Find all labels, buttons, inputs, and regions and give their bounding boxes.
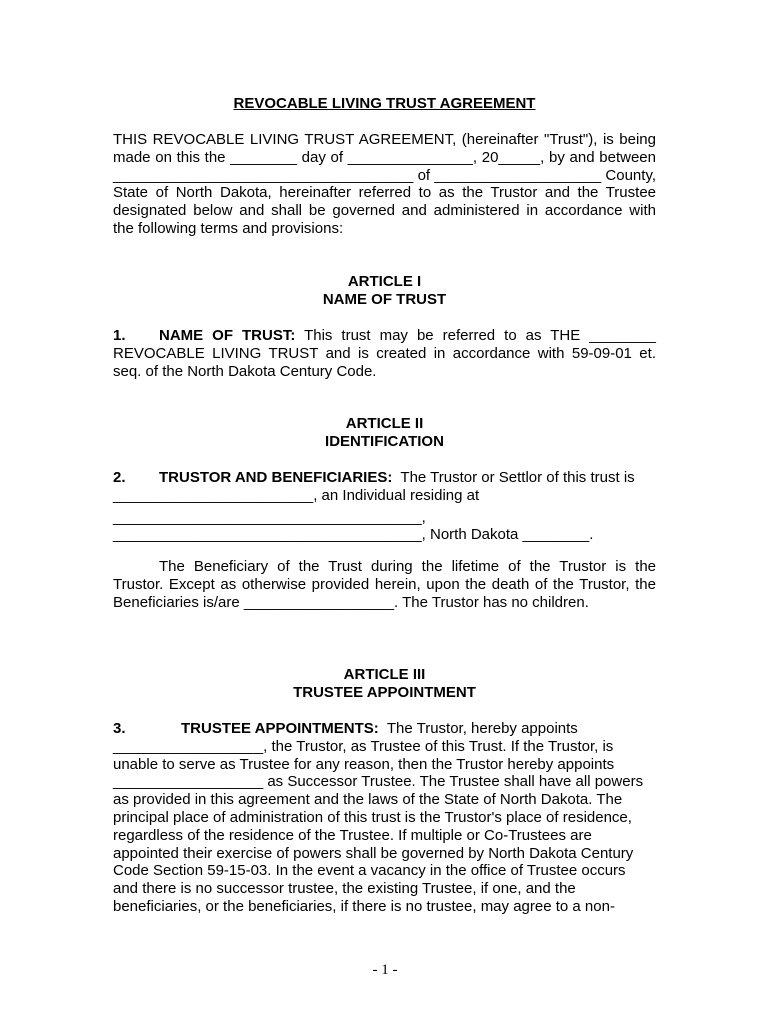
section-number: 3.	[113, 720, 126, 737]
section-line: Code Section 59-15-03. In the event a vacancy in the office of Trustee occurs	[113, 862, 626, 880]
section-line: __________________ as Successor Trustee. The Trustee shall have all powers	[113, 773, 644, 791]
intro-line: made on this the ________ day of _______________, 20_____, by and between	[113, 148, 656, 166]
article-2-subheading: IDENTIFICATION	[325, 432, 444, 450]
intro-paragraph	[113, 131, 656, 238]
paragraph-line: Trustor. Except as otherwise provided herein, upon the death of the Trustor, the	[113, 575, 656, 593]
section-label: TRUSTOR AND BENEFICIARIES:	[159, 469, 393, 486]
beneficiary-paragraph	[113, 558, 656, 611]
section-line: _____________________________________, North Dakota ________.	[113, 526, 594, 544]
section-line: unable to serve as Trustee for any reason, then the Trustor hereby appoints	[113, 755, 615, 773]
section-line: regardless of the residence of the Trustee. If multiple or Co-Trustees are	[113, 826, 592, 844]
section-line: as provided in this agreement and the laws of the State of North Dakota. The	[113, 791, 623, 809]
section-line: appointed their exercise of powers shall be governed by North Dakota Century	[113, 844, 634, 862]
section-3-first-line: 3. TRUSTEE APPOINTMENTS: The Trustor, hereby appoints	[113, 720, 578, 737]
intro-line: State of North Dakota, hereinafter referred to as the Trustor and the Trustee	[113, 184, 656, 202]
section-line: REVOCABLE LIVING TRUST and is created in accordance with 59-09-01 et.	[113, 344, 656, 362]
section-number: 1.	[113, 327, 126, 344]
document-title: REVOCABLE LIVING TRUST AGREEMENT	[233, 95, 536, 112]
section-line: __________________, the Trustor, as Trustee of this Trust. If the Trustor, is	[113, 737, 614, 755]
intro-line: ____________________________________ of ____________________ County,	[113, 166, 656, 184]
article-3-subheading: TRUSTEE APPOINTMENT	[293, 683, 476, 701]
section-1-first-line: 1. NAME OF TRUST: This trust may be referred to as THE ________	[113, 327, 656, 344]
page-number: - 1 -	[372, 962, 398, 978]
section-line: _____________________________________,	[113, 508, 426, 526]
article-1-subheading: NAME OF TRUST	[322, 290, 447, 308]
paragraph-line: The Beneficiary of the Trust during the lifetime of the Trustor is the	[159, 558, 656, 575]
section-line: and there is no successor trustee, the existing Trustee, if one, and the	[113, 880, 576, 898]
paragraph-line: Beneficiaries is/are __________________. The Trustor has no children.	[113, 593, 589, 611]
section-line: beneficiaries, or the beneficiaries, if there is no trustee, may agree to a non-	[113, 897, 615, 915]
section-line: seq. of the North Dakota Century Code.	[113, 362, 377, 380]
section-2-first-line: 2. TRUSTOR AND BENEFICIARIES: The Trustor or Settlor of this trust is	[113, 469, 635, 486]
section-line: ________________________, an Individual residing at	[113, 486, 480, 504]
article-3-heading: ARTICLE III TRUSTEE APPOINTMENT	[113, 666, 656, 702]
section-label: NAME OF TRUST:	[159, 327, 296, 344]
section-label: TRUSTEE APPOINTMENTS:	[181, 720, 379, 737]
article-3-section	[113, 720, 656, 916]
intro-line: THIS REVOCABLE LIVING TRUST AGREEMENT, (hereinafter "Trust"), is being	[113, 131, 656, 148]
article-2-heading: ARTICLE II IDENTIFICATION	[113, 415, 656, 451]
intro-line: the following terms and provisions:	[113, 219, 344, 237]
article-1-section	[113, 327, 656, 380]
article-1-heading: ARTICLE I NAME OF TRUST	[113, 273, 656, 309]
section-number: 2.	[113, 469, 126, 486]
intro-line: designated below and shall be governed and administered in accordance with	[113, 202, 656, 220]
section-line: principal place of administration of this trust is the Trustor's place of residence,	[113, 808, 632, 826]
article-2-section	[113, 469, 656, 544]
